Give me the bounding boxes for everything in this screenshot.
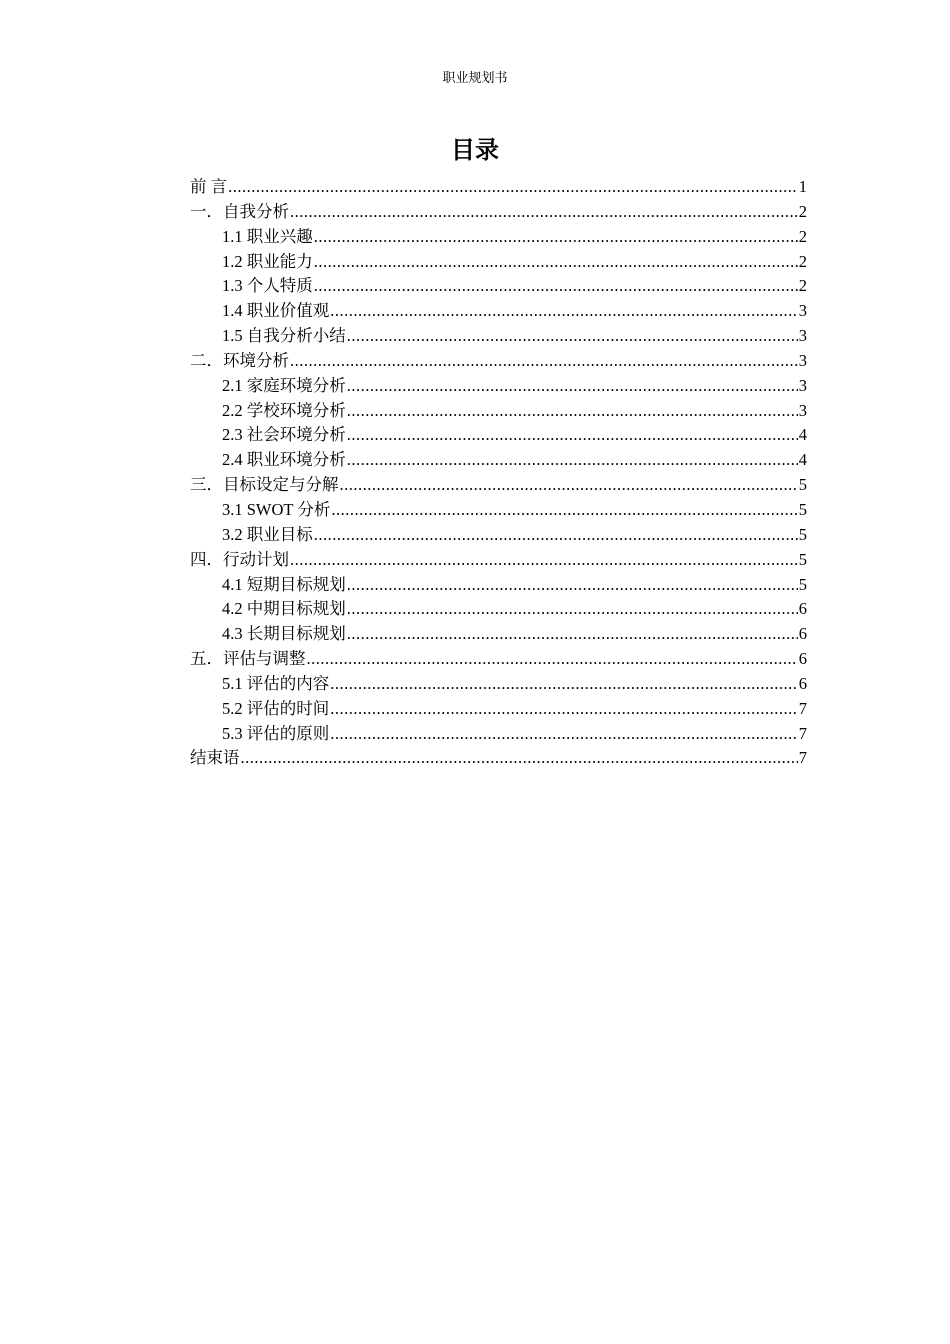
toc-entry-page-number: 5 xyxy=(798,549,807,569)
toc-entry-label: 2.2 学校环境分析 xyxy=(222,400,346,420)
toc-dot-leader xyxy=(330,697,798,722)
toc-dot-leader xyxy=(330,299,798,324)
toc-entry[interactable] xyxy=(190,374,807,399)
toc-entry-label: 1.3 个人特质 xyxy=(222,276,313,296)
toc-entry[interactable] xyxy=(190,448,807,473)
toc-entry[interactable] xyxy=(190,200,807,225)
toc-entry-page-number: 6 xyxy=(798,624,807,644)
toc-entry[interactable] xyxy=(190,647,807,672)
toc-entry-label: 2.3 社会环境分析 xyxy=(222,425,346,445)
toc-entry-page-number: 6 xyxy=(798,649,807,669)
toc-dot-leader xyxy=(347,374,798,399)
toc-entry[interactable] xyxy=(190,225,807,250)
toc-entry-page-number: 5 xyxy=(798,475,807,495)
toc-entry-label: 4.2 中期目标规划 xyxy=(222,599,346,619)
toc-entry[interactable] xyxy=(190,548,807,573)
toc-entry-label: 二．环境分析 xyxy=(190,350,289,370)
toc-entry-page-number: 3 xyxy=(798,400,807,420)
toc-entry-label: 2.1 家庭环境分析 xyxy=(222,375,346,395)
toc-entry[interactable] xyxy=(190,746,807,771)
toc-entry[interactable] xyxy=(190,324,807,349)
toc-dot-leader xyxy=(347,597,798,622)
toc-entry[interactable] xyxy=(190,697,807,722)
toc-dot-leader xyxy=(290,200,798,225)
toc-entry-page-number: 2 xyxy=(798,251,807,271)
toc-entry-label: 四．行动计划 xyxy=(190,549,289,569)
toc-entry[interactable] xyxy=(190,622,807,647)
toc-dot-leader xyxy=(241,746,798,771)
toc-entry[interactable] xyxy=(190,597,807,622)
toc-entry-label: 4.3 长期目标规划 xyxy=(222,624,346,644)
toc-entry[interactable] xyxy=(190,299,807,324)
toc-entry-page-number: 3 xyxy=(798,375,807,395)
running-header: 职业规划书 xyxy=(442,71,508,86)
toc-entry-label: 4.1 短期目标规划 xyxy=(222,574,346,594)
toc-dot-leader xyxy=(347,573,798,598)
toc-entry[interactable] xyxy=(190,573,807,598)
toc-entry-page-number: 3 xyxy=(798,301,807,321)
toc-entry[interactable] xyxy=(190,672,807,697)
toc-dot-leader xyxy=(347,423,798,448)
toc-dot-leader xyxy=(314,225,798,250)
toc-entry-label: 结束语 xyxy=(190,748,240,768)
toc-entry-page-number: 3 xyxy=(798,326,807,346)
toc-entry-page-number: 5 xyxy=(798,524,807,544)
toc-title: 目录 xyxy=(451,136,499,164)
toc-dot-leader xyxy=(331,498,797,523)
toc-entry-page-number: 2 xyxy=(798,226,807,246)
toc-entry-label: 1.4 职业价值观 xyxy=(222,301,330,321)
toc-dot-leader xyxy=(314,250,798,275)
toc-entry-page-number: 2 xyxy=(798,201,807,221)
toc-dot-leader xyxy=(347,448,798,473)
toc-dot-leader xyxy=(330,672,798,697)
toc-entry-label: 5.2 评估的时间 xyxy=(222,698,330,718)
toc-entry-page-number: 3 xyxy=(798,350,807,370)
toc-entry-label: 5.3 评估的原则 xyxy=(222,723,330,743)
toc-entry-label: 三．目标设定与分解 xyxy=(190,475,339,495)
toc-dot-leader xyxy=(347,324,798,349)
toc-dot-leader xyxy=(314,523,798,548)
toc-dot-leader xyxy=(228,175,798,200)
toc-entry[interactable] xyxy=(190,399,807,424)
toc-entry-label: 一．自我分析 xyxy=(190,201,289,221)
toc-dot-leader xyxy=(307,647,798,672)
toc-entry-page-number: 6 xyxy=(798,673,807,693)
toc-entry-page-number: 2 xyxy=(798,276,807,296)
toc-entry-page-number: 4 xyxy=(798,425,807,445)
toc-entry-label: 5.1 评估的内容 xyxy=(222,673,330,693)
toc-entry-page-number: 6 xyxy=(798,599,807,619)
toc-dot-leader xyxy=(314,274,798,299)
toc-entry-label: 3.1 SWOT 分析 xyxy=(222,499,331,519)
toc-dot-leader xyxy=(340,473,798,498)
toc-dot-leader xyxy=(290,349,798,374)
toc-dot-leader xyxy=(347,399,798,424)
toc-entry[interactable] xyxy=(190,274,807,299)
toc-entry-page-number: 5 xyxy=(798,574,807,594)
toc-entry-label: 1.5 自我分析小结 xyxy=(222,326,346,346)
toc-entry-label: 1.1 职业兴趣 xyxy=(222,226,313,246)
toc-dot-leader xyxy=(347,622,798,647)
table-of-contents xyxy=(190,175,807,771)
toc-entry-page-number: 7 xyxy=(798,723,807,743)
toc-entry-page-number: 1 xyxy=(798,177,807,196)
toc-entry[interactable] xyxy=(190,722,807,747)
toc-dot-leader xyxy=(330,722,798,747)
toc-entry[interactable] xyxy=(190,473,807,498)
toc-entry-label: 1.2 职业能力 xyxy=(222,251,313,271)
toc-entry-page-number: 7 xyxy=(798,748,807,768)
toc-entry-label: 2.4 职业环境分析 xyxy=(222,450,346,470)
toc-entry-page-number: 5 xyxy=(798,499,807,519)
toc-entry[interactable] xyxy=(190,349,807,374)
toc-entry-label: 前 言 xyxy=(190,177,228,196)
toc-entry-page-number: 4 xyxy=(798,450,807,470)
toc-entry[interactable] xyxy=(190,250,807,275)
toc-entry[interactable] xyxy=(190,498,807,523)
toc-dot-leader xyxy=(290,548,798,573)
toc-entry[interactable] xyxy=(190,423,807,448)
toc-entry[interactable] xyxy=(190,523,807,548)
toc-entry-label: 五．评估与调整 xyxy=(190,649,306,669)
toc-entry-page-number: 7 xyxy=(798,698,807,718)
toc-entry[interactable] xyxy=(190,175,807,200)
toc-entry-label: 3.2 职业目标 xyxy=(222,524,313,544)
